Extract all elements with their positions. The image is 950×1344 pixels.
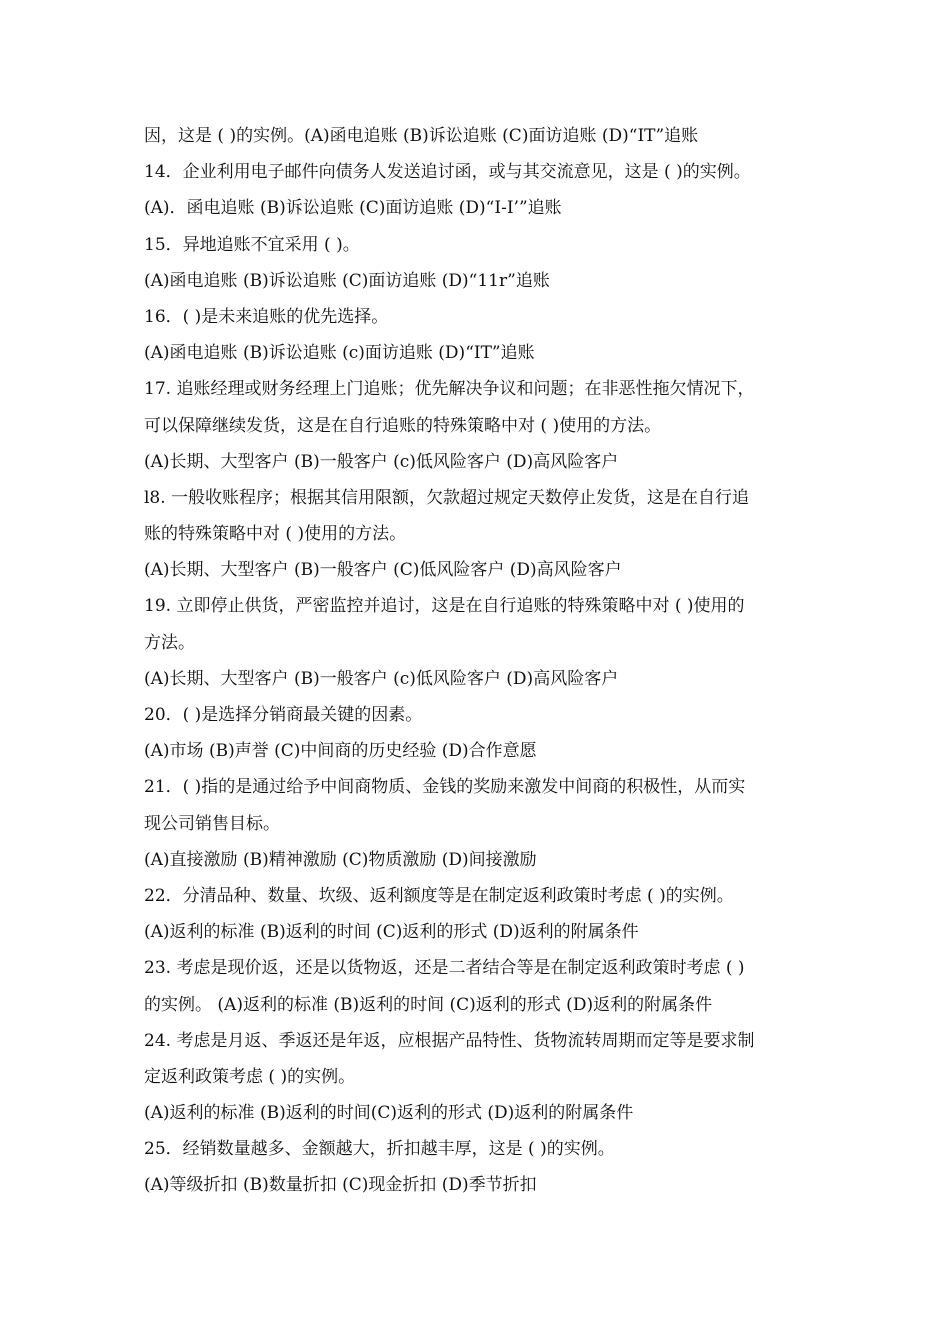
question-21: 21．( )指的是通过给予中间商物质、金钱的奖励来激发中间商的积极性，从而实 — [144, 777, 746, 798]
question-21-continued: 现公司销售目标。 — [144, 813, 280, 834]
question-24-continued: 定返利政策考虑 ( )的实例。 — [144, 1066, 356, 1087]
question-18-options: (A)长期、大型客户 (B)一般客户 (C)低风险客户 (D)高风险客户 — [144, 560, 622, 581]
question-22-options: (A)返利的标准 (B)返利的时间 (C)返利的形式 (D)返利的附属条件 — [144, 922, 639, 943]
question-18: l8. 一般收账程序；根据其信用限额，欠款超过规定天数停止发货，这是在自行追 — [144, 487, 750, 508]
question-25-options: (A)等级折扣 (B)数量折扣 (C)现金折扣 (D)季节折扣 — [144, 1175, 537, 1196]
question-20: 20．( )是选择分销商最关键的因素。 — [144, 705, 423, 725]
question-22: 22．分清品种、数量、坎级、返利额度等是在制定返利政策时考虑 ( )的实例。 — [144, 885, 734, 906]
question-16-options: (A)函电追账 (B)诉讼追账 (c)面访追账 (D)“IT”追账 — [144, 343, 535, 364]
question-23: 23. 考虑是现价返，还是以货物返，还是二者结合等是在制定返利政策时考虑 ( ) — [144, 958, 745, 979]
document-body — [144, 118, 814, 1204]
question-18-continued: 账的特殊策略中对 ( )使用的方法。 — [144, 524, 407, 545]
question-24: 24. 考虑是月返、季返还是年返，应根据产品特性、货物流转周期而定等是要求制 — [144, 1030, 755, 1051]
question-19-options: (A)长期、大型客户 (B)一般客户 (c)低风险客户 (D)高风险客户 — [144, 668, 619, 689]
question-17-options: (A)长期、大型客户 (B)一般客户 (c)低风险客户 (D)高风险客户 — [144, 451, 619, 472]
question-19-continued: 方法。 — [144, 632, 195, 653]
question-25: 25．经销数量越多、金额越大，折扣越丰厚，这是 ( )的实例。 — [144, 1139, 615, 1160]
question-15-options: (A)函电追账 (B)诉讼追账 (C)面访追账 (D)“11r”追账 — [144, 270, 550, 291]
question-20-options: (A)市场 (B)声誉 (C)中间商的历史经验 (D)合作意愿 — [144, 741, 537, 762]
question-24-options: (A)返利的标准 (B)返利的时间(C)返利的形式 (D)返利的附属条件 — [144, 1103, 634, 1124]
question-14: 14．企业利用电子邮件向债务人发送追讨函，或与其交流意见，这是 ( )的实例。 — [144, 162, 751, 183]
text-line: 因，这是 ( )的实例。(A)函电追账 (B)诉讼追账 (C)面访追账 (D)“IT”追账 — [144, 126, 699, 146]
question-19: 19. 立即停止供货，严密监控并追讨，这是在自行追账的特殊策略中对 ( )使用的 — [144, 596, 745, 617]
question-16: 16．( )是未来追账的优先选择。 — [144, 306, 389, 327]
question-21-options: (A)直接激励 (B)精神激励 (C)物质激励 (D)间接激励 — [144, 849, 537, 870]
question-14-options: (A)．函电追账 (B)诉讼追账 (C)面访追账 (D)“I-I’”追账 — [144, 198, 562, 219]
question-17-continued: 可以保障继续发货，这是在自行追账的特殊策略中对 ( )使用的方法。 — [144, 415, 662, 436]
question-15: 15．异地追账不宜采用 ( )。 — [144, 234, 360, 255]
question-17: 17. 追账经理或财务经理上门追账；优先解决争议和问题；在非恶性拖欠情况下， — [144, 379, 755, 400]
question-23-continued: 的实例。 (A)返利的标准 (B)返利的时间 (C)返利的形式 (D)返利的附属条件 — [144, 994, 713, 1015]
